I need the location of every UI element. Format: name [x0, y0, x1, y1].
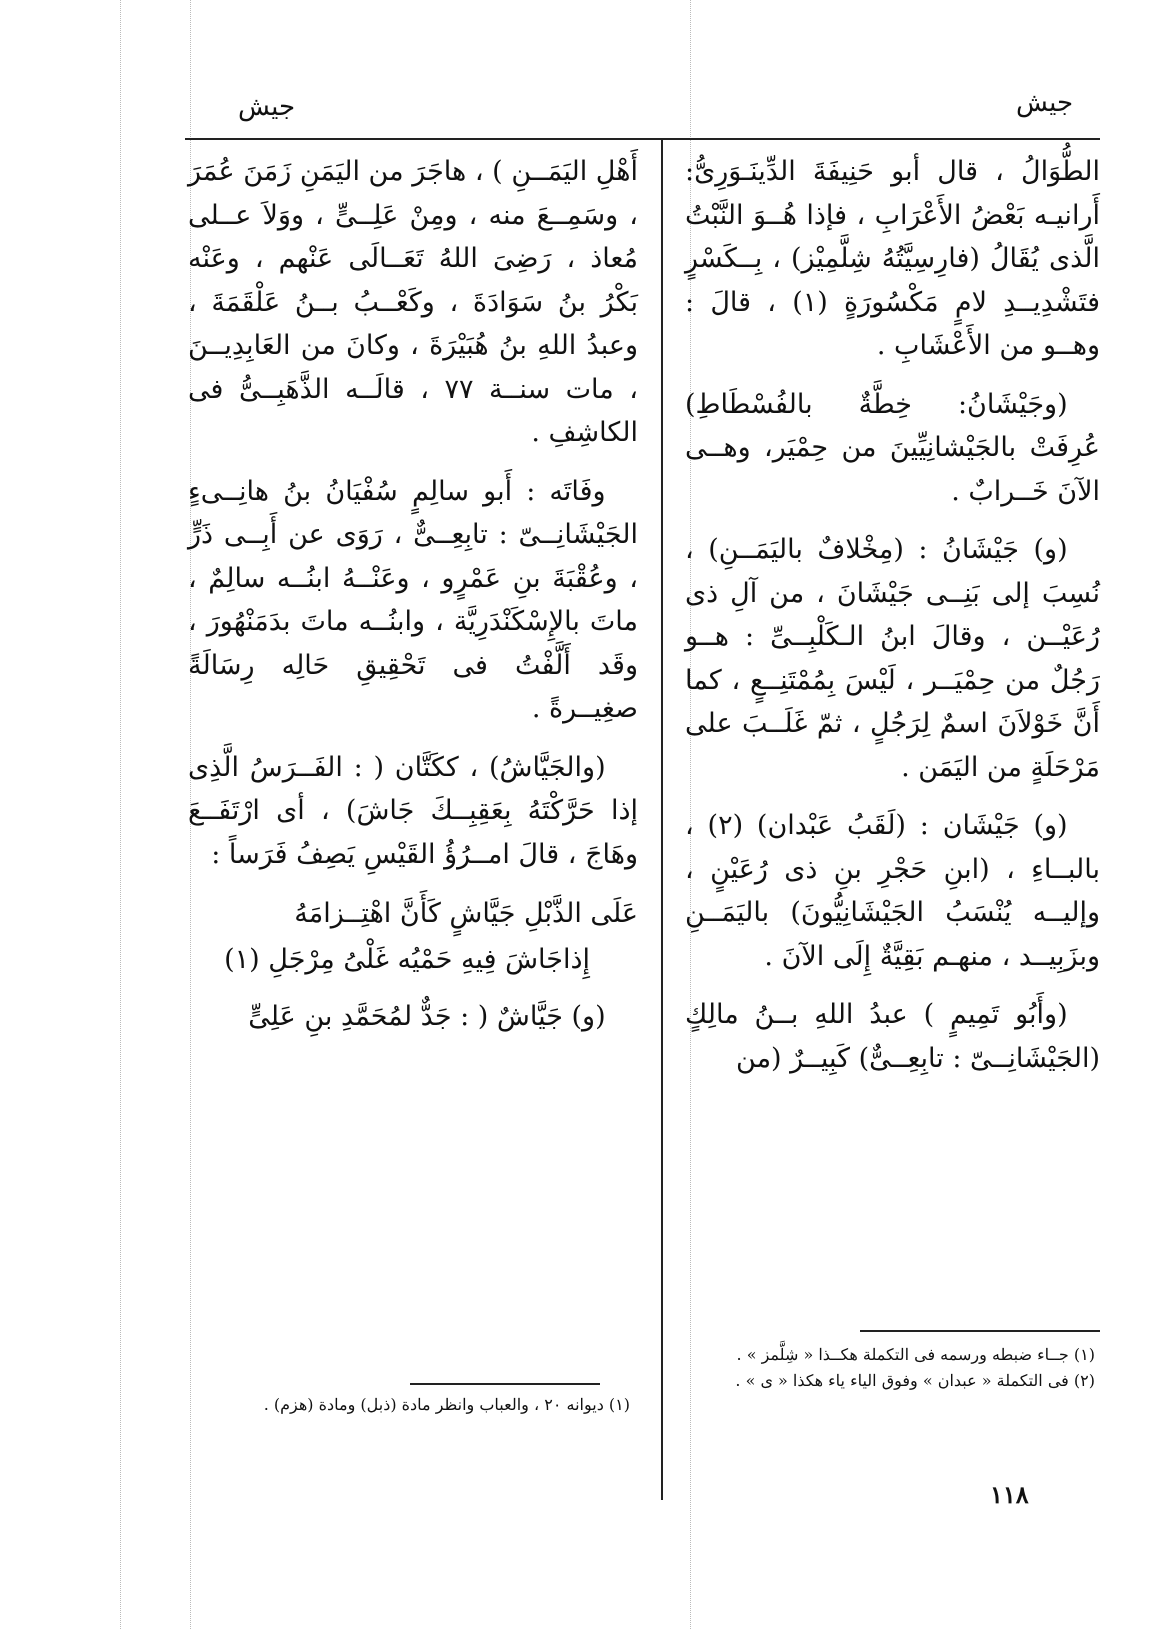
scan-guide-line	[120, 0, 121, 1629]
paragraph: (و) جَيْشَان : (لَقَبُ عَبْدان) (٢) ، بالبــاءِ ، (ابنِ حَجْرِ بنِ ذى رُعَيْنٍ ، وإليــه يُنْسَبُ الجَيْشَانِيُّونَ) باليَمَــنِ وبزَبِيــد ، منهـم بَقِيَّةٌ إِلَى الآنَ .	[685, 810, 1100, 972]
footnote: (٢) فى التكملة « عبدان » وفوق الياء ياء هكذا « ى » .	[735, 1371, 1095, 1390]
footnote: (١) جــاء ضبطه ورسمه فى التكملة هكــذا « شِلَّمز » .	[736, 1345, 1095, 1364]
paragraph: (وأَبُو تَمِيمٍ ) عبدُ اللهِ بــنُ مالِكٍ (الجَيْشَانِــىّ : تابِعِــىٌّ) كَبِيــرٌ (من	[685, 999, 1100, 1074]
footnotes-left	[190, 1392, 630, 1418]
paragraph: (و) جَيْشَانُ : (مِخْلافٌ باليَمَــنِ) ، نُسِبَ إلى بَنِــى جَيْشَانَ ، من آلِ ذى رُعَيْــن ، وقالَ ابنُ الـكَلْبِــىِّ : هــو رَجُلٌ من حِمْيَــر ، لَيْسَ بِمُمْتَنِــعٍ ، كما أَنَّ خَوْلاَنَ اسمٌ لِرَجُلٍ ، ثمّ غَلَــبَ على مَرْحَلَةٍ من اليَمَن .	[685, 534, 1100, 783]
column-divider	[661, 138, 663, 1500]
verse-line: عَلَى الذَّبْلِ جَيَّاشٍ كَأَنَّ اهْتِــزامَهُ	[294, 898, 638, 929]
footnote: (١) ديوانه ٢٠ ، والعباب وانظر مادة (ذبل) ومادة (هزم) .	[263, 1395, 630, 1414]
paragraph: (وجَيْشَانُ: خِطَّةٌ بالفُسْطَاطِ) عُرِفَتْ بالجَيْشانِيِّينَ من حِمْيَر، وهــى الآنَ خَــرابٌ .	[685, 388, 1100, 507]
running-header-left: جيش	[238, 92, 296, 122]
page-number: ١١٨	[990, 1480, 1029, 1509]
paragraph: (و) جَيَّاشٌ ( : جَدٌّ لمُحَمَّدِ بنِ عَلِىٍّ	[248, 1001, 606, 1032]
footnotes-right	[680, 1342, 1095, 1394]
paragraph: (والجَيَّاشُ) ، ككَتَّان ( : الفَــرَسُ الَّذِى إذا حَرَّكْتَهُ بِعَقِبِــكَ جَاشَ) ، أى ارْتَفَــعَ وهَاجَ ، قالَ امــرُؤُ القَيْسِ يَصِفُ فَرَساً :	[188, 751, 638, 870]
header-rule	[185, 138, 1100, 140]
running-header-right: جيش	[1016, 88, 1074, 118]
right-column	[685, 150, 1100, 1095]
footnote-rule	[410, 1383, 600, 1385]
paragraph: وفَاتَه : أَبو سالِمٍ سُفْيَانُ بنُ هانِــىءٍ الجَيْشَانِــىّ : تابِعِــىٌّ ، رَوَى عن أَبِــى ذَرٍّ ، وعُقْبَةَ بنِ عَمْرٍو ، وعَنْــهُ ابنُــه سالِمٌ ، ماتَ بالإِسْكَنْدَرِيَّة ، وابنُــه ماتَ بدَمَنْهُورَ ، وقَد أَلَّفْتُ فى تَحْقِيقِ حَالِه رِسَالَةً صغِيــرةً .	[188, 475, 638, 724]
paragraph: الطُّوَالُ ، قال أبو حَنِيفَةَ الدِّينَـوَرِىُّ: أَرانيـه بَعْضُ الأَعْرَابِ ، فإذا هُــوَ النَّبْتُ الَّذى يُقَالُ (فارِسِيَّتُهُ شِلَّمِيْز) ، بِــكَسْرٍ فتَشْدِيــدِ لامٍ مَكْسُورَةٍ (١) ، قالَ : وهــو من الأَعْشَابِ .	[685, 156, 1101, 361]
footnote-rule	[860, 1330, 1100, 1332]
paragraph: أَهْلِ اليَمَــنِ ) ، هاجَرَ من اليَمَنِ زَمَنَ عُمَرَ ، وسَمِــعَ منه ، ومِنْ عَلِــىٍّ ، ووَلاَ عــلى مُعاذ ، رَضِىَ اللهُ تَعَــالَى عَنْهم ، وعَنْه بَكْرُ بنُ سَوَادَةَ ، وكَعْــبُ بــنُ عَلْقَمَةَ ، وعبدُ اللهِ بنُ هُبَيْرَةَ ، وكانَ من العَابِدِيــنَ ، مات سنــة ٧٧ ، قالَــه الذَّهَبِــىُّ فى الكاشِفِ .	[188, 156, 638, 448]
verse-line: إِذاجَاشَ فِيهِ حَمْيُه غَلْىُ مِرْجَلِ (١)	[224, 944, 590, 975]
left-column	[188, 150, 638, 1054]
